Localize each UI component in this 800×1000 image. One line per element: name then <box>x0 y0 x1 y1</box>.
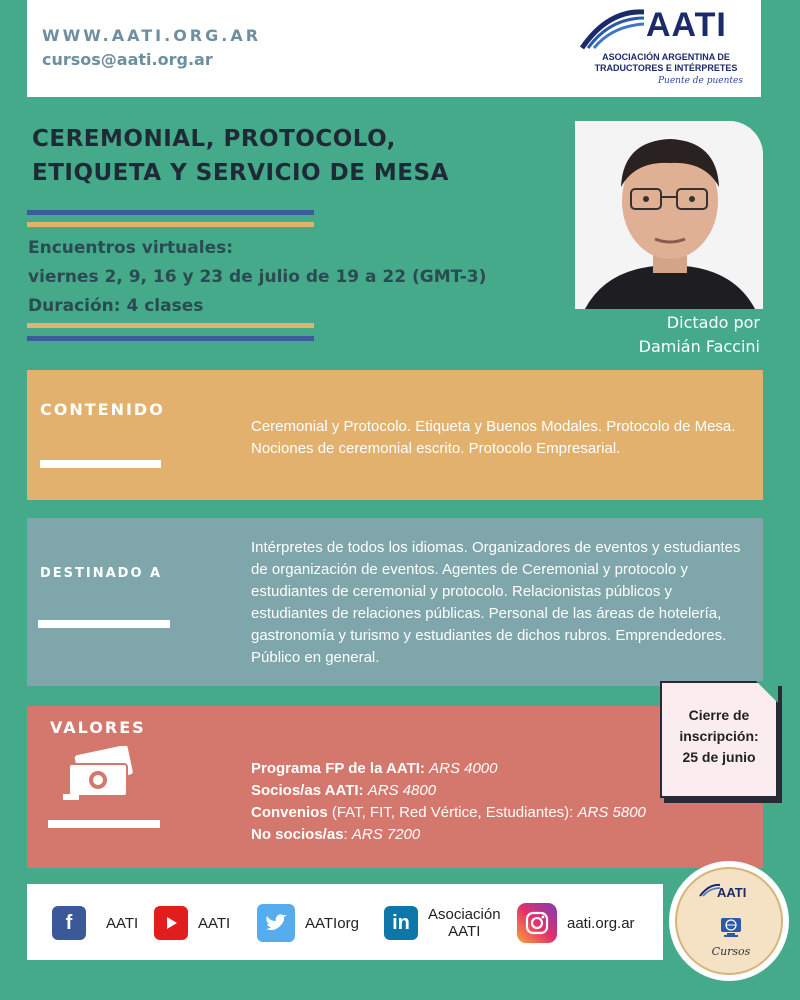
linkedin-icon: in <box>384 906 418 940</box>
divider-tan <box>27 323 314 328</box>
divider-tan <box>27 222 314 227</box>
badge-label: Cursos <box>711 945 751 958</box>
badge-name: AATI <box>717 885 747 900</box>
price-value: ARS 4000 <box>429 760 498 777</box>
price-label: Convenios <box>251 804 328 821</box>
cursos-badge <box>669 861 789 981</box>
twitter-link[interactable] <box>257 904 359 942</box>
cursos-badge-inner <box>675 867 783 975</box>
bridge-arc-icon <box>578 6 648 50</box>
bird-icon <box>265 914 287 932</box>
valores-section <box>27 706 763 868</box>
email-link[interactable]: cursos@aati.org.ar <box>42 50 213 69</box>
money-icon <box>63 746 135 802</box>
price-detail: (FAT, FIT, Red Vértice, Estudiantes): <box>327 804 574 821</box>
globe-computer-icon <box>720 917 742 939</box>
instructor-credit-label: Dictado por <box>666 313 760 332</box>
instructor-name: Damián Faccini <box>638 337 760 356</box>
youtube-icon <box>154 906 188 940</box>
contenido-underline <box>40 460 161 468</box>
price-item <box>251 758 721 780</box>
linkedin-label-line-1: Asociación <box>428 906 501 923</box>
destinado-text: Intérpretes de todos los idiomas. Organizadores de eventos y estudiantes de organización de eventos. Agentes de Ceremonial y protocolo y estudiantes de ceremonial y protocolo. Relacionistas públicos y estudiantes de relaciones públicas. Personal de las áreas de hotelería, gastronomía y turismo y estudiantes de dichos rubros. Emprendedores. Público en general. <box>251 539 741 666</box>
note-fold-corner <box>756 681 778 703</box>
contenido-section <box>27 370 763 500</box>
twitter-label: AATIorg <box>305 914 359 932</box>
facebook-link[interactable] <box>52 904 138 942</box>
info-dates: viernes 2, 9, 16 y 23 de julio de 19 a 22 (GMT-3) <box>28 267 487 287</box>
logo-subtitle <box>586 52 746 74</box>
deadline-line-2: inscripción: <box>679 728 759 744</box>
instructor-credit <box>590 311 760 359</box>
facebook-label: AATI <box>106 914 139 932</box>
course-title <box>32 122 552 190</box>
info-sessions: Encuentros virtuales: <box>28 238 234 258</box>
aati-logo <box>578 6 748 92</box>
price-detail: : <box>343 826 348 843</box>
logo-tagline: Puente de puentes <box>658 76 743 86</box>
instagram-icon <box>517 903 557 943</box>
youtube-label: AATI <box>198 914 231 932</box>
destinado-section <box>27 518 763 686</box>
course-title-line-1: CEREMONIAL, PROTOCOLO, <box>32 126 396 152</box>
social-bar <box>27 884 663 960</box>
deadline-line-1: Cierre de <box>688 707 750 723</box>
price-list <box>251 758 721 846</box>
price-item <box>251 780 721 802</box>
divider-blue <box>27 336 314 341</box>
website-link[interactable]: WWW.AATI.ORG.AR <box>42 26 262 45</box>
twitter-icon <box>257 904 295 942</box>
price-value: ARS 5800 <box>577 804 646 821</box>
destinado-label: DESTINADO A <box>40 566 163 581</box>
facebook-icon: f <box>52 906 86 940</box>
logo-subtitle-line-2: TRADUCTORES E INTÉRPRETES <box>594 63 738 73</box>
linkedin-link[interactable] <box>384 904 501 942</box>
youtube-link[interactable] <box>154 904 230 942</box>
destinado-underline <box>38 620 170 628</box>
divider-blue <box>27 210 314 215</box>
price-label: Programa FP de la AATI: <box>251 760 425 777</box>
logo-subtitle-line-1: ASOCIACIÓN ARGENTINA DE <box>602 52 730 62</box>
deadline-date: 25 de junio <box>682 749 756 765</box>
contenido-label: CONTENIDO <box>40 400 165 419</box>
camera-icon <box>525 911 549 935</box>
instagram-link[interactable] <box>517 904 635 942</box>
price-value: ARS 7200 <box>351 826 421 843</box>
logo-name: AATI <box>646 6 727 44</box>
instructor-portrait-icon <box>575 121 763 309</box>
info-duration: Duración: 4 clases <box>28 296 204 316</box>
linkedin-label <box>428 906 501 940</box>
instagram-label: aati.org.ar <box>567 914 635 932</box>
course-info <box>28 234 486 321</box>
price-item <box>251 802 721 824</box>
contenido-text: Ceremonial y Protocolo. Etiqueta y Buenos Modales. Protocolo de Mesa. Nociones de ceremonial escrito. Protocolo Empresarial. <box>251 418 736 457</box>
price-item <box>251 824 721 846</box>
price-label: Socios/as AATI: <box>251 782 364 799</box>
price-value: ARS 4800 <box>367 782 437 799</box>
play-icon <box>163 915 179 931</box>
linkedin-label-line-2: AATI <box>448 923 481 940</box>
course-title-line-2: ETIQUETA Y SERVICIO DE MESA <box>32 160 449 186</box>
instructor-photo <box>575 121 763 309</box>
deadline-note <box>660 681 778 798</box>
valores-label: VALORES <box>50 718 146 737</box>
valores-underline <box>48 820 160 828</box>
price-label: No socios/as <box>251 826 344 843</box>
